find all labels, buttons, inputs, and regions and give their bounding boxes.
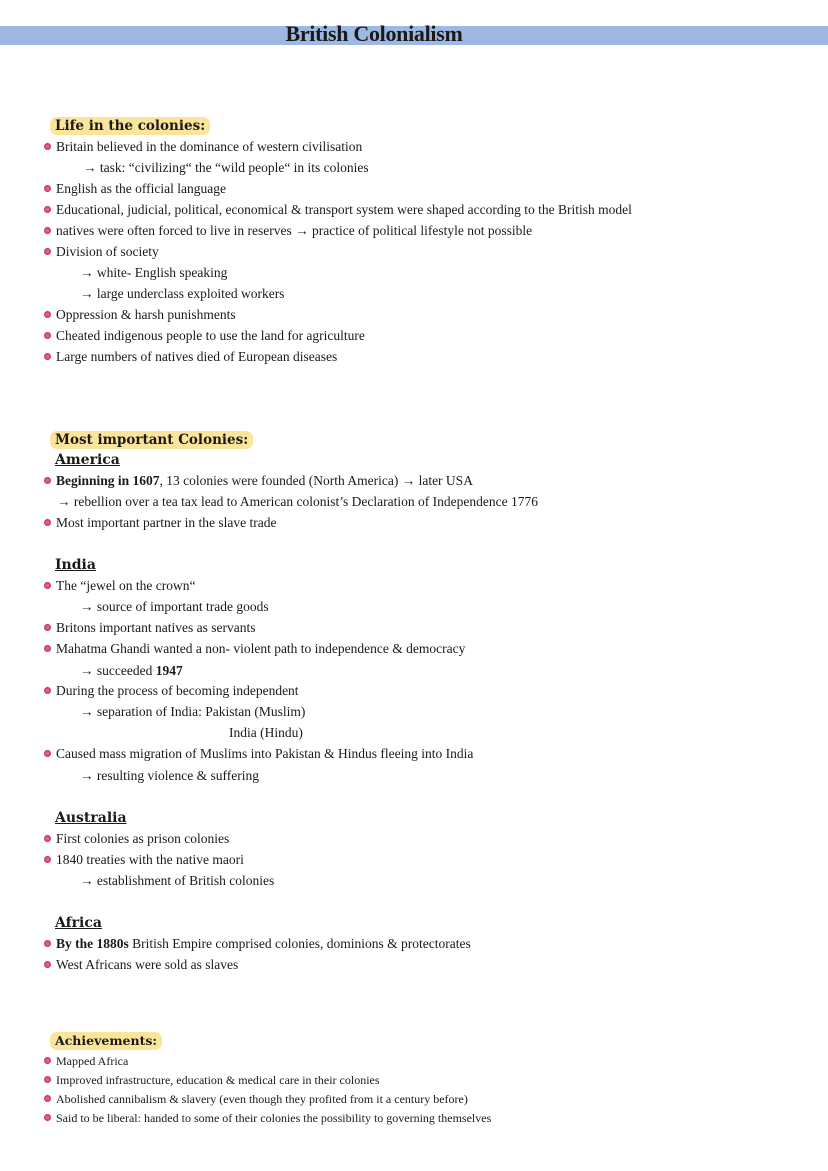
list-item: West Africans were sold as slaves bbox=[44, 955, 238, 975]
bullet-icon bbox=[44, 1114, 51, 1121]
bullet-icon bbox=[44, 1076, 51, 1083]
bullet-icon bbox=[44, 353, 51, 360]
list-item: natives were often forced to live in reserves → practice of political lifestyle not possible bbox=[44, 221, 532, 241]
bullet-icon bbox=[44, 1057, 51, 1064]
list-item: India (Hindu) bbox=[229, 725, 303, 740]
list-item: → rebellion over a tea tax lead to American colonist’s Declaration of Independence 1776 bbox=[57, 494, 538, 509]
bullet-icon bbox=[44, 1095, 51, 1102]
list-item: → succeeded 1947 bbox=[80, 663, 183, 678]
bullet-icon bbox=[44, 856, 51, 863]
bullet-icon bbox=[44, 940, 51, 947]
list-item: Cheated indigenous people to use the land for agriculture bbox=[44, 326, 365, 346]
bullet-icon bbox=[44, 519, 51, 526]
list-item: → white- English speaking bbox=[80, 265, 228, 280]
list-item: Caused mass migration of Muslims into Pakistan & Hindus fleeing into India bbox=[44, 744, 473, 764]
list-item: 1840 treaties with the native maori bbox=[44, 850, 244, 870]
list-item: → resulting violence & suffering bbox=[80, 768, 259, 783]
list-item: → source of important trade goods bbox=[80, 599, 269, 614]
list-item: Division of society bbox=[44, 242, 159, 262]
australia-title: Australia bbox=[55, 810, 127, 826]
bullet-icon bbox=[44, 645, 51, 652]
achievements-heading: Achievements: bbox=[50, 1032, 162, 1050]
bullet-icon bbox=[44, 143, 51, 150]
list-item: → large underclass exploited workers bbox=[80, 286, 285, 301]
africa-title: Africa bbox=[55, 915, 102, 931]
list-item: Improved infrastructure, education & medical care in their colonies bbox=[44, 1070, 380, 1090]
list-item: Britons important natives as servants bbox=[44, 618, 255, 638]
list-item: First colonies as prison colonies bbox=[44, 829, 229, 849]
list-item: → task: “civilizing“ the “wild people“ in its colonies bbox=[83, 160, 369, 175]
bullet-icon bbox=[44, 248, 51, 255]
life-heading: Life in the colonies: bbox=[50, 117, 210, 135]
list-item: Abolished cannibalism & slavery (even though they profited from it a century before) bbox=[44, 1089, 468, 1109]
list-item: Britain believed in the dominance of western civilisation bbox=[44, 137, 362, 157]
list-item: The “jewel on the crown“ bbox=[44, 576, 195, 596]
bullet-icon bbox=[44, 687, 51, 694]
list-item: Mapped Africa bbox=[44, 1051, 128, 1071]
bullet-icon bbox=[44, 185, 51, 192]
list-item: Educational, judicial, political, economical & transport system were shaped according to the British model bbox=[44, 200, 632, 220]
list-item: Most important partner in the slave trade bbox=[44, 513, 276, 533]
america-title: America bbox=[55, 452, 120, 468]
bullet-icon bbox=[44, 311, 51, 318]
bullet-icon bbox=[44, 961, 51, 968]
list-item: → separation of India: Pakistan (Muslim) bbox=[80, 704, 306, 719]
list-item: By the 1880s British Empire comprised colonies, dominions & protectorates bbox=[44, 934, 471, 954]
list-item: English as the official language bbox=[44, 179, 226, 199]
page-title: British Colonialism bbox=[285, 21, 463, 46]
list-item: Mahatma Ghandi wanted a non- violent path to independence & democracy bbox=[44, 639, 465, 659]
bullet-icon bbox=[44, 332, 51, 339]
list-item: Large numbers of natives died of European diseases bbox=[44, 347, 337, 367]
bullet-icon bbox=[44, 477, 51, 484]
list-item: Said to be liberal: handed to some of their colonies the possibility to governing themselves bbox=[44, 1108, 491, 1128]
bullet-icon bbox=[44, 206, 51, 213]
list-item: Oppression & harsh punishments bbox=[44, 305, 236, 325]
list-item: Beginning in 1607, 13 colonies were founded (North America) → later USA bbox=[44, 471, 473, 491]
bullet-icon bbox=[44, 835, 51, 842]
bullet-icon bbox=[44, 227, 51, 234]
colonies-heading: Most important Colonies: bbox=[50, 431, 253, 449]
list-item: During the process of becoming independent bbox=[44, 681, 299, 701]
bullet-icon bbox=[44, 624, 51, 631]
bullet-icon bbox=[44, 582, 51, 589]
list-item: → establishment of British colonies bbox=[80, 873, 275, 888]
bullet-icon bbox=[44, 750, 51, 757]
india-title: India bbox=[55, 557, 96, 573]
